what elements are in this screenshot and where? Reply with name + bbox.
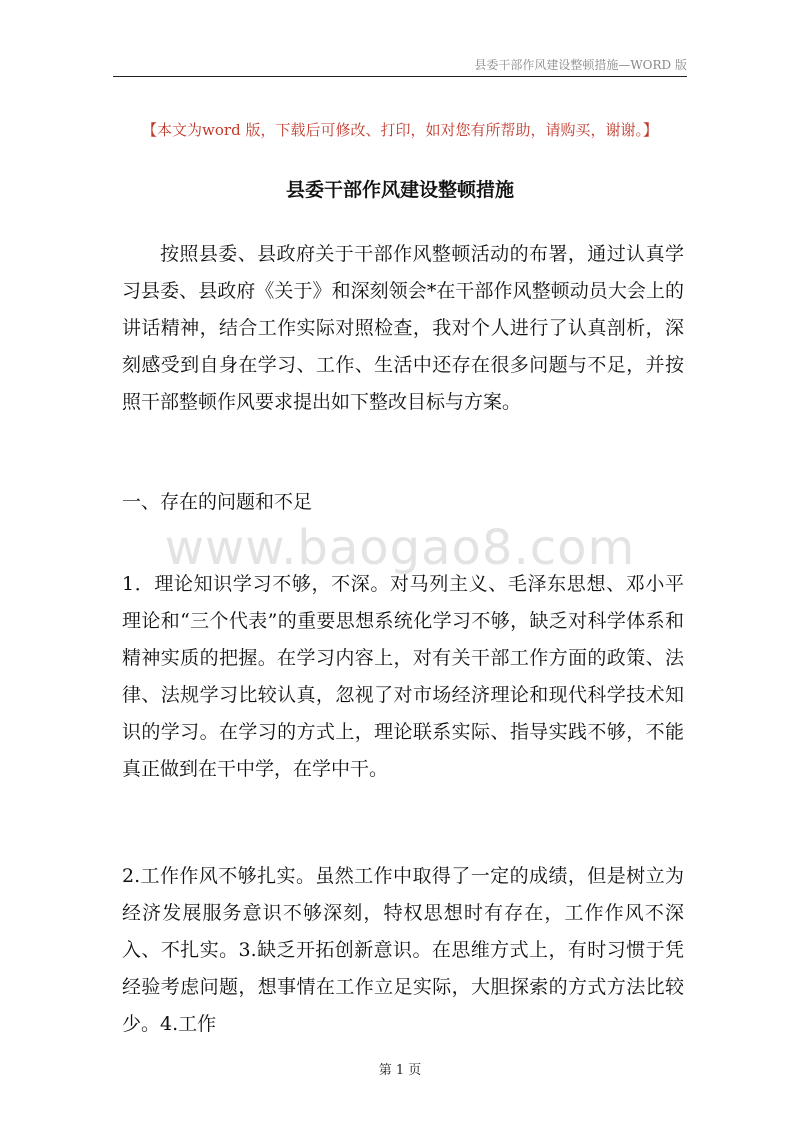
watermark: www.baogao8.com (164, 520, 636, 576)
section-heading: 一、存在的问题和不足 (122, 491, 313, 513)
running-header: 县委干部作风建设整顿措施—WORD 版 (474, 58, 687, 72)
intro-paragraph: 按照县委、县政府关于干部作风整顿活动的布署，通过认真学习县委、县政府《关于》和深刻领会*在干部作风整顿动员大会上的讲话精神，结合工作实际对照检查，我对个人进行了认真剖析，深刻感受到自身在学习、工作、生活中还存在很多问题与不足，并按照干部整顿作风要求提出如下整改目标与方案。 (122, 243, 684, 413)
page-number: 第 1 页 (378, 1063, 422, 1078)
header-divider (113, 76, 687, 77)
purchase-notice: 【本文为word 版，下载后可修改、打印，如对您有所帮助，请购买，谢谢。】 (142, 121, 658, 139)
document-title: 县委干部作风建设整顿措施 (285, 179, 514, 201)
point-1-paragraph: 1．理论知识学习不够，不深。对马列主义、毛泽东思想、邓小平理论和“三个代表”的重要思想系统化学习不够，缺乏对科学体系和精神实质的把握。在学习内容上，对有关干部工作方面的政策、法律、法规学习比较认真，忽视了对市场经济理论和现代科学技术知识的学习。在学习的方式上，理论联系实际、指导实践不够，不能真正做到在干中学，在学中干。 (122, 573, 684, 780)
point-2-paragraph: 2.工作作风不够扎实。虽然工作中取得了一定的成绩，但是树立为经济发展服务意识不够深刻，特权思想时有存在，工作作风不深入、不扎实。3.缺乏开拓创新意识。在思维方式上，有时习惯于凭经验考虑问题，想事情在工作立足实际，大胆探索的方式方法比较少。4.工作 (122, 865, 684, 1035)
